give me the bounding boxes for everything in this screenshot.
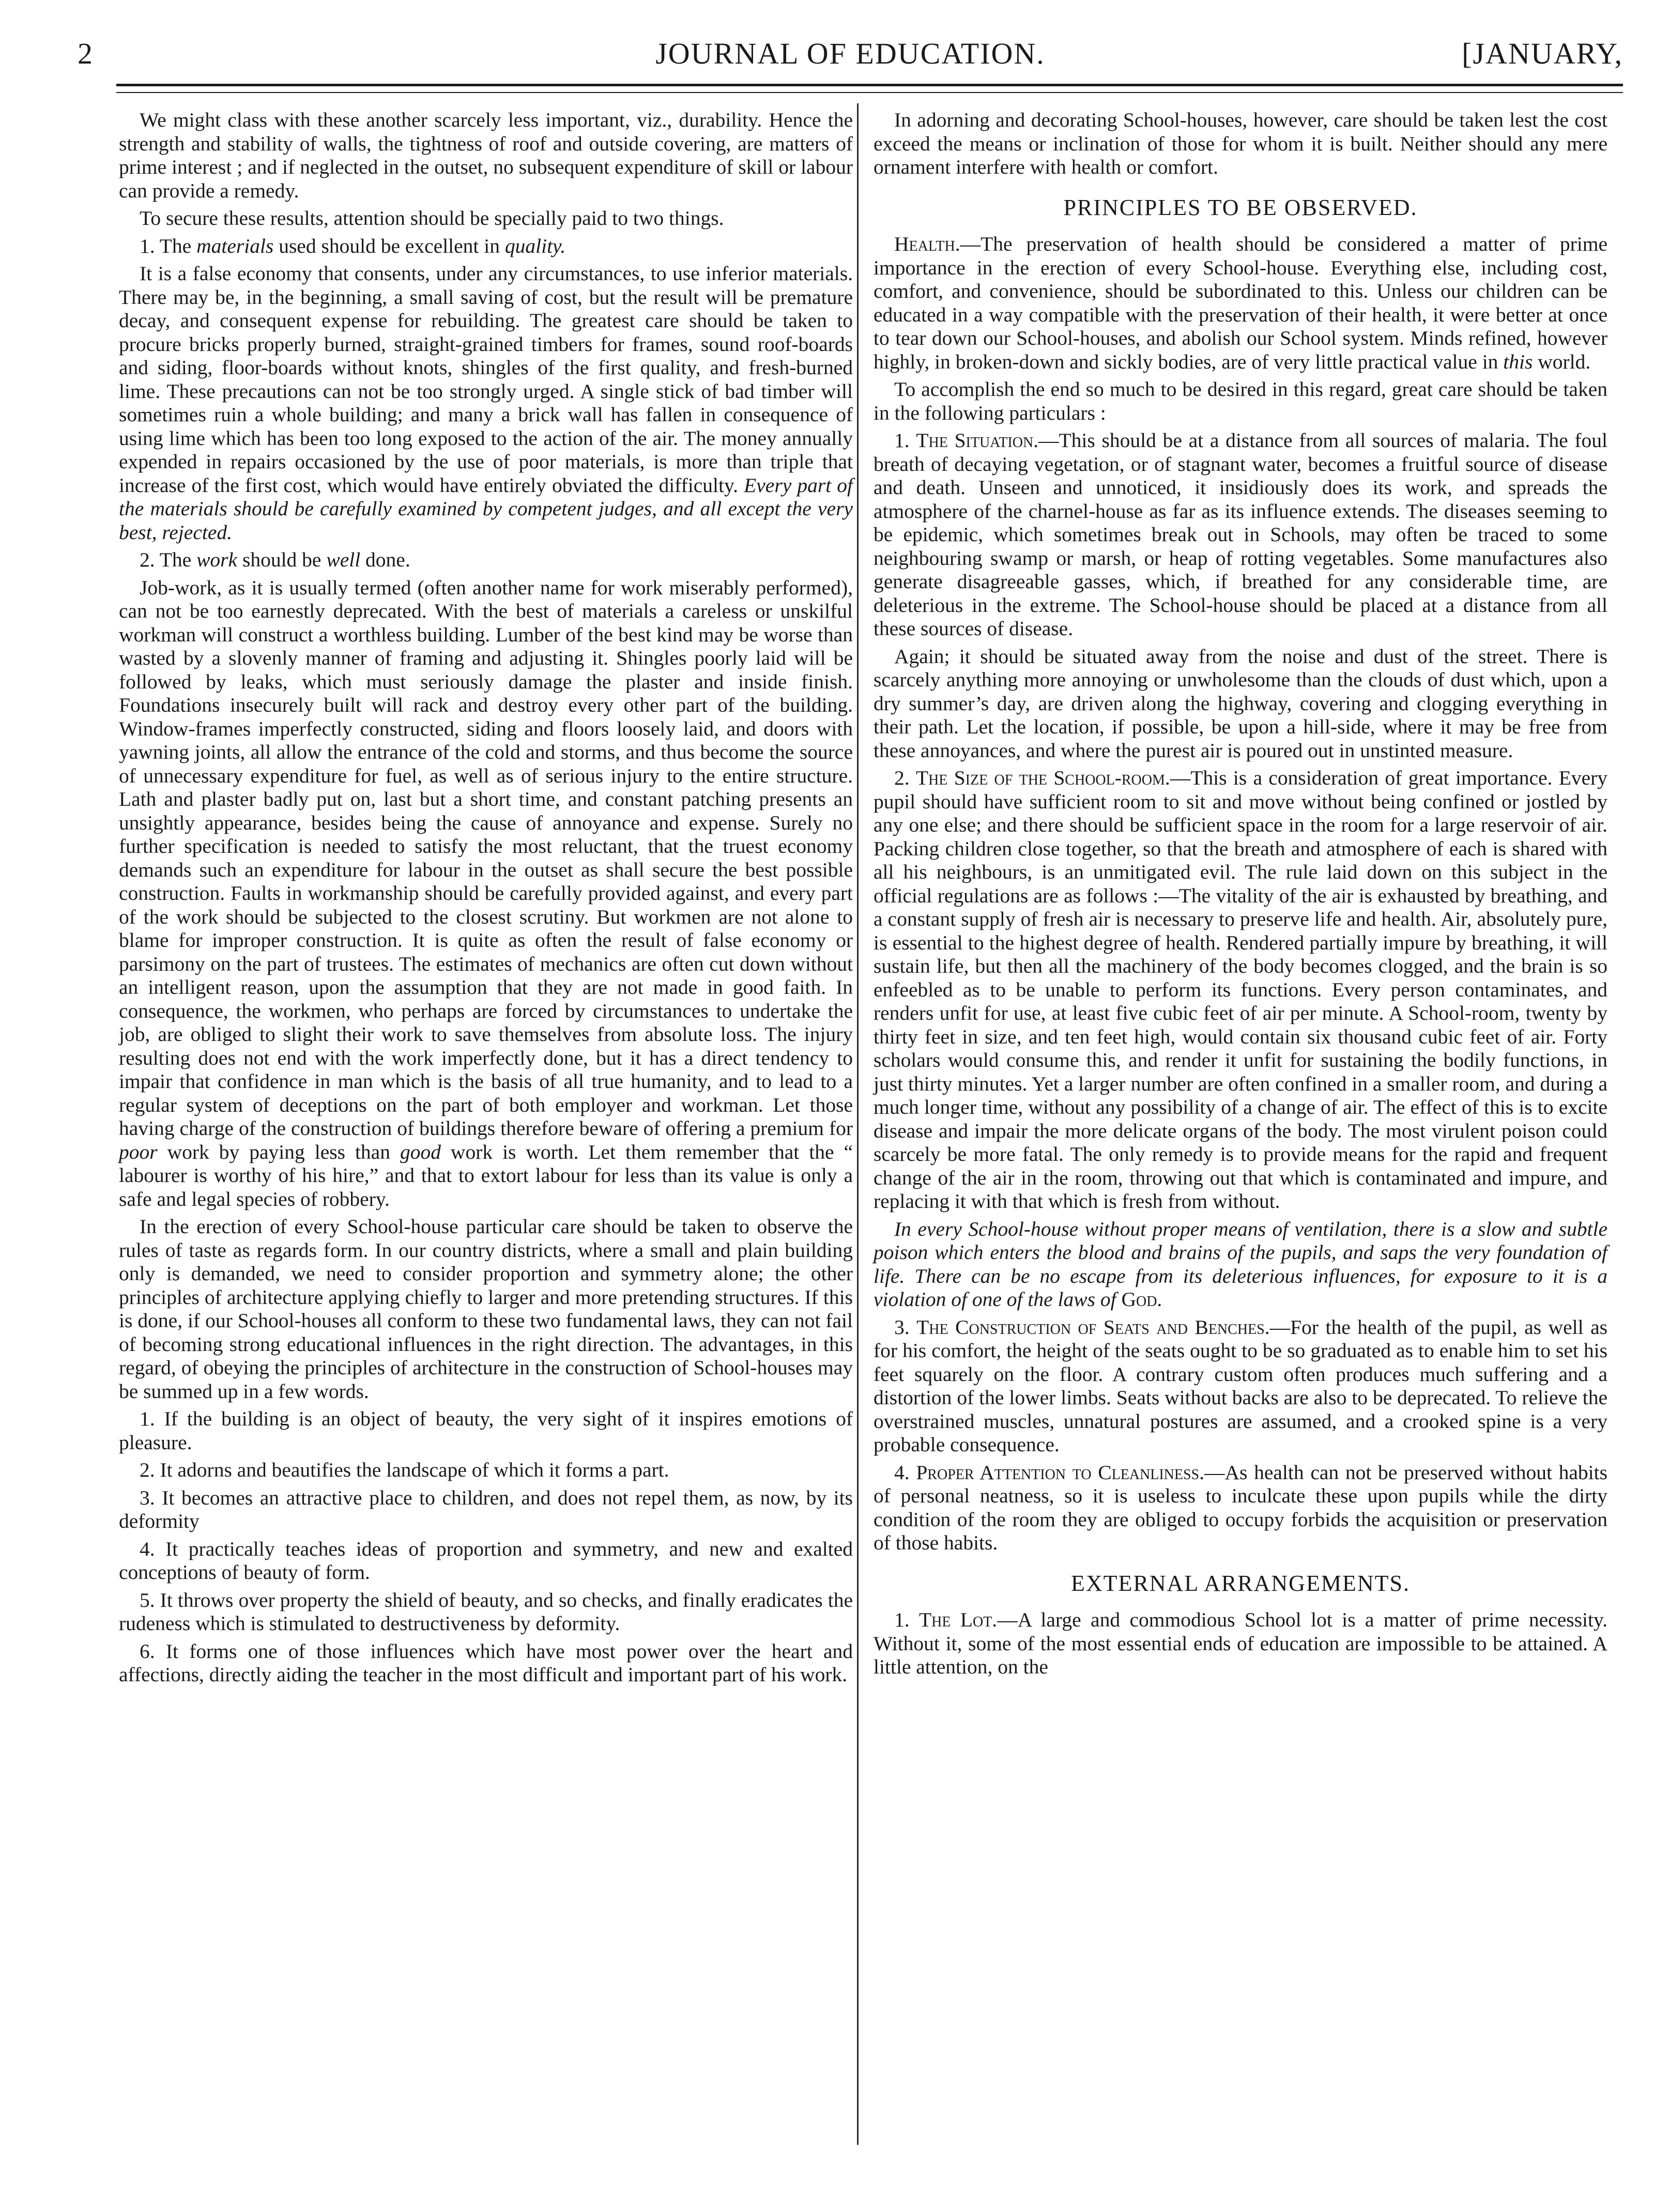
seats-num: 3. bbox=[894, 1315, 910, 1339]
paragraph-again: Again; it should be situated away from the noise and dust of the street. There is scarcely anything more annoying or unwholesome than the clouds of dust which, upon a dry summer’s day, are driven along the highway, covering and clogging everything in their path. Let the location, if possible, be upon a hill-side, where it may be free from these annoyances, and where the purest air is poured out in unstinted measure. bbox=[874, 644, 1607, 762]
lot-label: The Lot. bbox=[919, 1608, 998, 1631]
paragraph-adorning: In adorning and decorating School-houses, however, care should be taken lest the cost exceed the means or inclination of those for whom it is built. Neither should any mere ornament interfere with health or comfort. bbox=[874, 109, 1607, 178]
list-item: 6. It forms one of those influences which have most power over the heart and affections, directly aiding the teacher in the most difficult and important part of his work. bbox=[119, 1639, 853, 1686]
point-materials-em: materials bbox=[196, 234, 274, 257]
point-materials-mid: used should be excellent in bbox=[279, 234, 500, 257]
point-work-end: done. bbox=[365, 548, 410, 571]
point-work bbox=[119, 548, 853, 572]
paragraph-job-work-mid: work by paying less than bbox=[167, 1140, 390, 1163]
size-num: 2. bbox=[894, 766, 910, 789]
clean-text: —As health can not be preserved without habits of personal neatness, so it is useless to inculcate these upon pupils while the dirty condition of the room they are obliged to occupy forbids the acquisition or preservation of those habits. bbox=[874, 1461, 1608, 1554]
point-materials-em2: quality. bbox=[504, 234, 566, 257]
section-heading-external: EXTERNAL ARRANGEMENTS. bbox=[1071, 1570, 1410, 1596]
paragraph-job-work-em1: poor bbox=[119, 1140, 158, 1163]
paragraph-size bbox=[874, 766, 1607, 1213]
health-em: this bbox=[1503, 350, 1533, 373]
paragraph-two-things: To secure these results, attention should be specially paid to two things. bbox=[140, 207, 724, 229]
point-work-em: work bbox=[196, 548, 238, 571]
seats-label: The Construction of Seats and Benches. bbox=[916, 1315, 1270, 1339]
lot-text: —A large and commodious School lot is a matter of prime necessity. Without it, some of the most essential ends of education are impossible to be attained. A little attention, on the bbox=[874, 1608, 1607, 1678]
list-item: 4. It practically teaches ideas of proportion and symmetry, and new and exalted conceptions of beauty of form. bbox=[119, 1537, 853, 1584]
paragraph-situation bbox=[874, 429, 1607, 641]
paragraph-false-economy bbox=[119, 262, 853, 544]
list-item: 1. If the building is an object of beauty, the very sight of it inspires emotions of pleasure. bbox=[119, 1407, 853, 1454]
point-work-em2: well bbox=[326, 548, 361, 571]
health-label: Health. bbox=[894, 233, 960, 255]
paragraph-job-work bbox=[119, 576, 853, 1211]
ventilation-end: God. bbox=[1121, 1288, 1162, 1311]
health-end: world. bbox=[1538, 350, 1591, 373]
point-work-num: 2. The bbox=[140, 548, 192, 571]
paragraph-lot bbox=[874, 1608, 1607, 1679]
paragraph-job-work-text: Job-work, as it is usually termed (often another name for work miserably performed), can not be too earnestly deprecated. With the best of materials a careless or unskilful workman will construct a worthless building. Lumber of the best kind may be worse than wasted by a slovenly manner of framing and adjusting it. Shingles poorly laid will be followed by leaks, which must seriously damage the plaster and inside finish. Foundations insecurely built will rack and destroy every other part of the building. Window-frames imperfectly constructed, siding and floors loosely laid, and doors with yawning joints, all allow the entrance of the cold and storms, and thus become the source of unnecessary expenditure for fuel, as well as of serious injury to the entire structure. Lath and plaster badly put on, last but a short time, and constant patching presents an unsightly appearance, besides being the cause of annoyance and expense. Surely no further specification is needed to satisfy the most reluctant, that the truest economy demands such an expenditure for labour in the outset as shall secure the best possible construction. Faults in workmanship should be carefully provided against, and every part of the work should be subjected to the closest scrutiny. But workmen are not alone to blame for improper construction. It is quite as often the result of false economy or parsimony on the part of trustees. The estimates of mechanics are often cut down without an intelligent reason, upon the assumption that they are not made in good faith. In consequence, the workmen, who perhaps are forced by circumstances to undertake the job, are obliged to slight their work to save themselves from absolute loss. The injury resulting does not end with the work imperfectly done, but it has a direct tendency to impair that confidence in man which is the basis of all true humanity, and to lead to a regular system of deceptions on the part of both employer and workman. Let those having charge of the construction of buildings therefore beware of offering a premium for bbox=[119, 576, 853, 1140]
paragraph-job-work-end: work is worth. Let them remember that the “ labourer is worthy of his hire,” and that to extort labour for less than its value is only a safe and legal species of robbery. bbox=[119, 1140, 853, 1210]
point-materials-num: 1. The bbox=[140, 234, 192, 257]
left-column bbox=[119, 109, 853, 1691]
situation-num: 1. bbox=[894, 429, 910, 452]
situation-text: —This should be at a distance from all sources of malaria. The foul breath of decaying vegetation, or of stagnant water, becomes a fruitful source of disease and death. Unseen and unnoticed, it insidiously does its work, and spreads the atmosphere of the charnel-house as far as its influence extends. The diseases seeming to be epidemic, which sometimes break out in Schools, may often be traced to some neighbouring swamp or marsh, or heap of rotting vegetables. Some manufactures also generate disagreeable gasses, which, if breathed for any considerable time, are deleterious in the extreme. The School-house should be placed at a distance from all these sources of disease. bbox=[874, 429, 1607, 640]
clean-num: 4. bbox=[894, 1461, 910, 1484]
clean-label: Proper Attention to Cleanliness. bbox=[916, 1461, 1205, 1484]
header-rule-thin bbox=[116, 92, 1623, 93]
paragraph-ventilation bbox=[874, 1218, 1607, 1312]
list-item: 3. It becomes an attractive place to children, and does not repel them, as now, by its deformity bbox=[119, 1486, 853, 1532]
paragraph-seats bbox=[874, 1316, 1607, 1457]
section-heading-principles: PRINCIPLES TO BE OBSERVED. bbox=[1063, 194, 1418, 220]
list-item: 2. It adorns and beautifies the landscape of which it forms a part. bbox=[140, 1458, 669, 1481]
paragraph-false-economy-text: It is a false economy that consents, under any circumstances, to use inferior materials. There may be, in the beginning, a small saving of cost, but the result will be premature decay, and consequent expense for rebuilding. The greatest care should be taken to procure bricks properly burned, straight-grained timbers for frames, sound roof-boards and siding, floor-boards without knots, shingles of the first quality, and fresh-burned lime. These precautions can not be too strongly urged. A single stick of bad timber will sometimes ruin a whole building; and many a brick wall has fallen in consequence of using lime which has been too long exposed to the action of the air. The money annually expended in repairs occasioned by the use of poor materials, is more than triple that increase of the first cost, which would have entirely obviated the difficulty. bbox=[119, 262, 853, 497]
point-materials bbox=[119, 235, 853, 258]
column-divider bbox=[857, 103, 859, 2145]
journal-title: JOURNAL OF EDUCATION. bbox=[655, 37, 1045, 70]
ventilation-text: In every School-house without proper means of ventilation, there is a slow and subtle poison which enters the blood and brains of the pupils, and saps the very foundation of life. There can be no escape from its deleterious influences, for exposure to it is a violation of one of the laws of bbox=[874, 1217, 1607, 1311]
page-number: 2 bbox=[78, 37, 93, 70]
paragraph-cleanliness bbox=[874, 1461, 1607, 1555]
size-text: —This is a consideration of great importance. Every pupil should have sufficient room to sit and move without being confined or jostled by any one else; and there should be sufficient space in the room for a large reservoir of air. Packing children close together, so that the breath and atmosphere of each is shared with all his neighbours, is an unmitigated evil. The rule laid down on this subject in the official regulations are as follows :—The vitality of the air is exhausted by breathing, and a constant supply of fresh air is necessary to preserve life and health. Air, absolutely pure, is essential to the highest degree of health. Rendered partially impure by breathing, it will sustain life, but then all the machinery of the body becomes clogged, and the brain is so enfeebled as to be unable to perform its functions. Every person contaminates, and renders unfit for use, at least five cubic feet of air per minute. A School-room, twenty by thirty feet in size, and ten feet high, would contain six thousand cubic feet of air. Forty scholars would consume this, and render it unfit for sustaining the bodily functions, in just thirty minutes. Yet a larger number are often confined in a smaller room, and during a much longer time, without any possibility of a change of air. The effect of this is to excite disease and impair the more delicate organs of the body. The most virulent poison could scarcely be more fatal. The only remedy is to provide means for the rapid and frequent change of the air in the room, throwing out that which is contaminated and impure, and replacing it with that which is fresh from without. bbox=[874, 766, 1608, 1212]
seats-text: —For the health of the pupil, as well as for his comfort, the height of the seats ought to be so graduated as to enable him to set his feet squarely on the floor. A contrary custom often produces much suffering and a distortion of the lower limbs. Seats without backs are also to be deprecated. To relieve the overstrained muscles, unnatural postures are assumed, and a crooked spine is a very probable consequence. bbox=[874, 1315, 1607, 1456]
lot-num: 1. bbox=[894, 1608, 910, 1631]
paragraph-taste: In the erection of every School-house particular care should be taken to observe the rules of taste as regards form. In our country districts, where a small and plain building only is demanded, we need to consider proportion and symmetry alone; the other principles of architecture applying chiefly to larger and more pretending structures. If this is done, if our School-houses all conform to these two fundamental laws, they can not fail of becoming strong educational influences in the right direction. The advantages, in this regard, of obeying the principles of architecture in the construction of School-houses may be summed up in a few words. bbox=[119, 1215, 853, 1403]
size-label: The Size of the School-room. bbox=[915, 766, 1170, 789]
issue-month: [JANUARY, bbox=[1462, 37, 1623, 70]
header-rule bbox=[116, 84, 1623, 86]
paragraph-durability: We might class with these another scarcely less important, viz., durability. Hence the strength and stability of walls, the tightness of roof and outside covering, are matters of prime interest ; and if neglected in the outset, no subsequent expenditure of skill or labour can provide a remedy. bbox=[119, 109, 853, 202]
paragraph-false-economy-em: Every part of the materials should be carefully examined by competent judges, and all except the very best, rejected. bbox=[119, 473, 853, 544]
list-item: 5. It throws over property the shield of beauty, and so checks, and finally eradicates the rudeness which is stimulated to destructiveness by deformity. bbox=[119, 1588, 853, 1635]
paragraph-health bbox=[874, 233, 1607, 374]
point-work-mid: should be bbox=[242, 548, 321, 571]
paragraph-job-work-em2: good bbox=[400, 1140, 441, 1163]
paragraph-accomplish: To accomplish the end so much to be desired in this regard, great care should be taken in the following particulars : bbox=[874, 378, 1607, 424]
right-column bbox=[874, 109, 1607, 1683]
page-header bbox=[78, 36, 1623, 78]
health-text: —The preservation of health should be considered a matter of prime importance in the erection of every School-house. Everything else, including cost, comfort, and convenience, should be subordinated to this. Unless our children can be educated in a way compatible with the preservation of their health, it were better at once to tear down our School-houses, and abolish our School system. Minds refined, however highly, in broken-down and sickly bodies, are of very little practical value in bbox=[874, 233, 1607, 373]
situation-label: The Situation. bbox=[916, 429, 1039, 452]
